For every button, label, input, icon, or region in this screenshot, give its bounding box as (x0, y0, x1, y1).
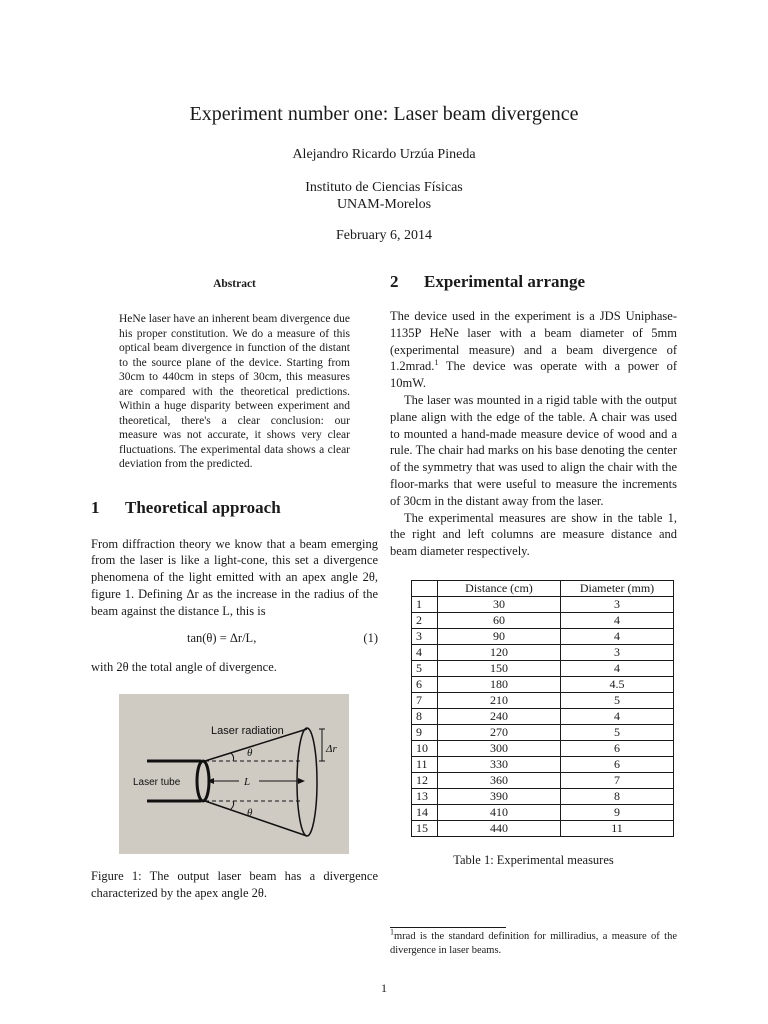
table-cell: 9 (561, 804, 674, 820)
institution: Instituto de Ciencias Físicas (305, 180, 463, 195)
table-cell: 12 (412, 772, 438, 788)
figure-1-caption: Figure 1: The output laser beam has a divergence characterized by the apex angle 2θ. (91, 869, 378, 901)
table-cell: 5 (561, 724, 674, 740)
section-2-paragraph-2: The laser was mounted in a rigid table with the output plane align with the edge of the table. A chair was used to mounted a hand-made measure device of wood and a rule. The chair had marks on his base denoting the center of the symmetry that was used to align the chair with the floor-marks that were useful to measure the increments of 30cm in the distant away from the laser. (390, 392, 677, 508)
footnote-mark: 1 (390, 927, 394, 937)
table-cell: 3 (561, 596, 674, 612)
table-cell: 8 (561, 788, 674, 804)
table-cell: 8 (412, 708, 438, 724)
section-1-paragraph: From diffraction theory we know that a beam emerging from the laser is like a light-cone, this set a divergence phenomena of the light emitted with an apex angle 2θ, figure 1. Defining Δr as the increase in the radius of the beam against the distance L, this is (91, 536, 378, 618)
table-cell: 440 (438, 820, 561, 836)
label-theta-bottom: θ (247, 807, 253, 820)
table-cell: 180 (438, 676, 561, 692)
table-row (412, 644, 674, 660)
table-cell: 15 (412, 820, 438, 836)
section-2-paragraph-3: The experimental measures are show in the table 1, the right and left columns are measure distance and beam diameter respectively. (390, 510, 677, 559)
table-1-caption: Table 1: Experimental measures (453, 852, 614, 867)
table-cell: 14 (412, 804, 438, 820)
table-cell: 3 (561, 644, 674, 660)
equation-number: (1) (363, 631, 378, 646)
abstract-heading: Abstract (213, 278, 256, 290)
table-row (412, 788, 674, 804)
table-cell: 6 (561, 740, 674, 756)
table-cell: 240 (438, 708, 561, 724)
table-cell: 5 (412, 660, 438, 676)
table-body (412, 580, 674, 836)
table-cell: 4 (561, 708, 674, 724)
table-cell: 60 (438, 612, 561, 628)
table-cell: 410 (438, 804, 561, 820)
table-row (412, 820, 674, 836)
figure-laser-divergence (119, 694, 349, 854)
table-cell: 4 (561, 660, 674, 676)
table-cell: 30 (438, 596, 561, 612)
table-cell: 11 (561, 820, 674, 836)
table-cell: 3 (412, 628, 438, 644)
table-cell: 1 (412, 596, 438, 612)
author-name: Alejandro Ricardo Urzúa Pineda (292, 147, 476, 162)
abstract-text: HeNe laser have an inherent beam divergence due his proper constitution. We do a measure of this optical beam divergence in function of the distant to the source plane of the device. Starting from 30cm to 440cm in steps of 30cm, this measures are compared with the theoretical predictions. Within a huge disparity between experiment and theoretical, there's a clear conclusion: our measure was not accurate, it shows very clear fluctuations. The experimental data shows a clear deviation from the predicted. (119, 313, 350, 470)
table-cell: 300 (438, 740, 561, 756)
table-row (412, 772, 674, 788)
table-cell: 9 (412, 724, 438, 740)
table-row (412, 724, 674, 740)
footnote (390, 927, 677, 957)
table-cell: 120 (438, 644, 561, 660)
table-cell: 390 (438, 788, 561, 804)
section-number: 1 (91, 497, 100, 517)
table-header-row (412, 580, 674, 596)
table-row (412, 756, 674, 772)
campus: UNAM-Morelos (336, 197, 432, 212)
table-cell: 270 (438, 724, 561, 740)
table-cell: 90 (438, 628, 561, 644)
table-header-cell: Diameter (mm) (561, 580, 674, 596)
table-cell: 10 (412, 740, 438, 756)
section-2-heading (390, 272, 677, 292)
table-row (412, 692, 674, 708)
table-cell: 4 (561, 612, 674, 628)
section-2-paragraph-1 (390, 308, 677, 392)
section-title: Experimental arrange (424, 272, 585, 291)
section-1-heading (91, 498, 378, 518)
left-column (91, 270, 378, 902)
table-cell: 4 (561, 628, 674, 644)
paper-title: Experiment number one: Laser beam divergence (189, 103, 579, 125)
equation-text: tan(θ) = Δr/L, (187, 631, 257, 646)
section-1-paragraph-2: with 2θ the total angle of divergence. (91, 660, 277, 675)
table-header-cell (412, 580, 438, 596)
table-row (412, 612, 674, 628)
section-title: Theoretical approach (125, 497, 281, 517)
publication-date: February 6, 2014 (335, 228, 433, 243)
paragraph-text-end: The device was operate with a power of 10mW. (390, 359, 677, 391)
table-row (412, 676, 674, 692)
label-L: L (244, 776, 251, 789)
table-row (412, 708, 674, 724)
table-header-cell: Distance (cm) (438, 580, 561, 596)
table-cell: 330 (438, 756, 561, 772)
table-cell: 7 (561, 772, 674, 788)
table-cell: 150 (438, 660, 561, 676)
paragraph-text: The device used in the experiment is a JDS Uniphase-1135P HeNe laser with a beam diameter of 5mm (experimental measure) and a beam divergence of 1.2mrad. (390, 309, 677, 374)
right-column (390, 270, 677, 868)
table-cell: 4.5 (561, 676, 674, 692)
table-row (412, 740, 674, 756)
label-laser-tube: Laser tube (133, 777, 181, 789)
table-row (412, 804, 674, 820)
table-cell: 13 (412, 788, 438, 804)
footnote-divider (390, 927, 506, 928)
table-cell: 6 (561, 756, 674, 772)
table-row (412, 660, 674, 676)
equation-1 (91, 631, 378, 649)
table-cell: 2 (412, 612, 438, 628)
table-row (412, 628, 674, 644)
label-theta-top: θ (247, 747, 253, 760)
measurements-table (411, 580, 674, 837)
table-cell: 210 (438, 692, 561, 708)
table-row (412, 596, 674, 612)
table-cell: 5 (561, 692, 674, 708)
label-laser-radiation: Laser radiation (211, 725, 284, 738)
table-cell: 7 (412, 692, 438, 708)
table-cell: 360 (438, 772, 561, 788)
footnote-text: mrad is the standard definition for milliradius, a measure of the divergence in laser beams. (390, 931, 677, 956)
page-number: 1 (381, 981, 387, 995)
table-cell: 11 (412, 756, 438, 772)
section-number: 2 (390, 272, 399, 291)
laser-diagram (119, 694, 349, 854)
table-cell: 6 (412, 676, 438, 692)
label-delta-r: Δr (326, 743, 337, 756)
table-cell: 4 (412, 644, 438, 660)
footnote-reference[interactable]: 1 (434, 358, 439, 368)
